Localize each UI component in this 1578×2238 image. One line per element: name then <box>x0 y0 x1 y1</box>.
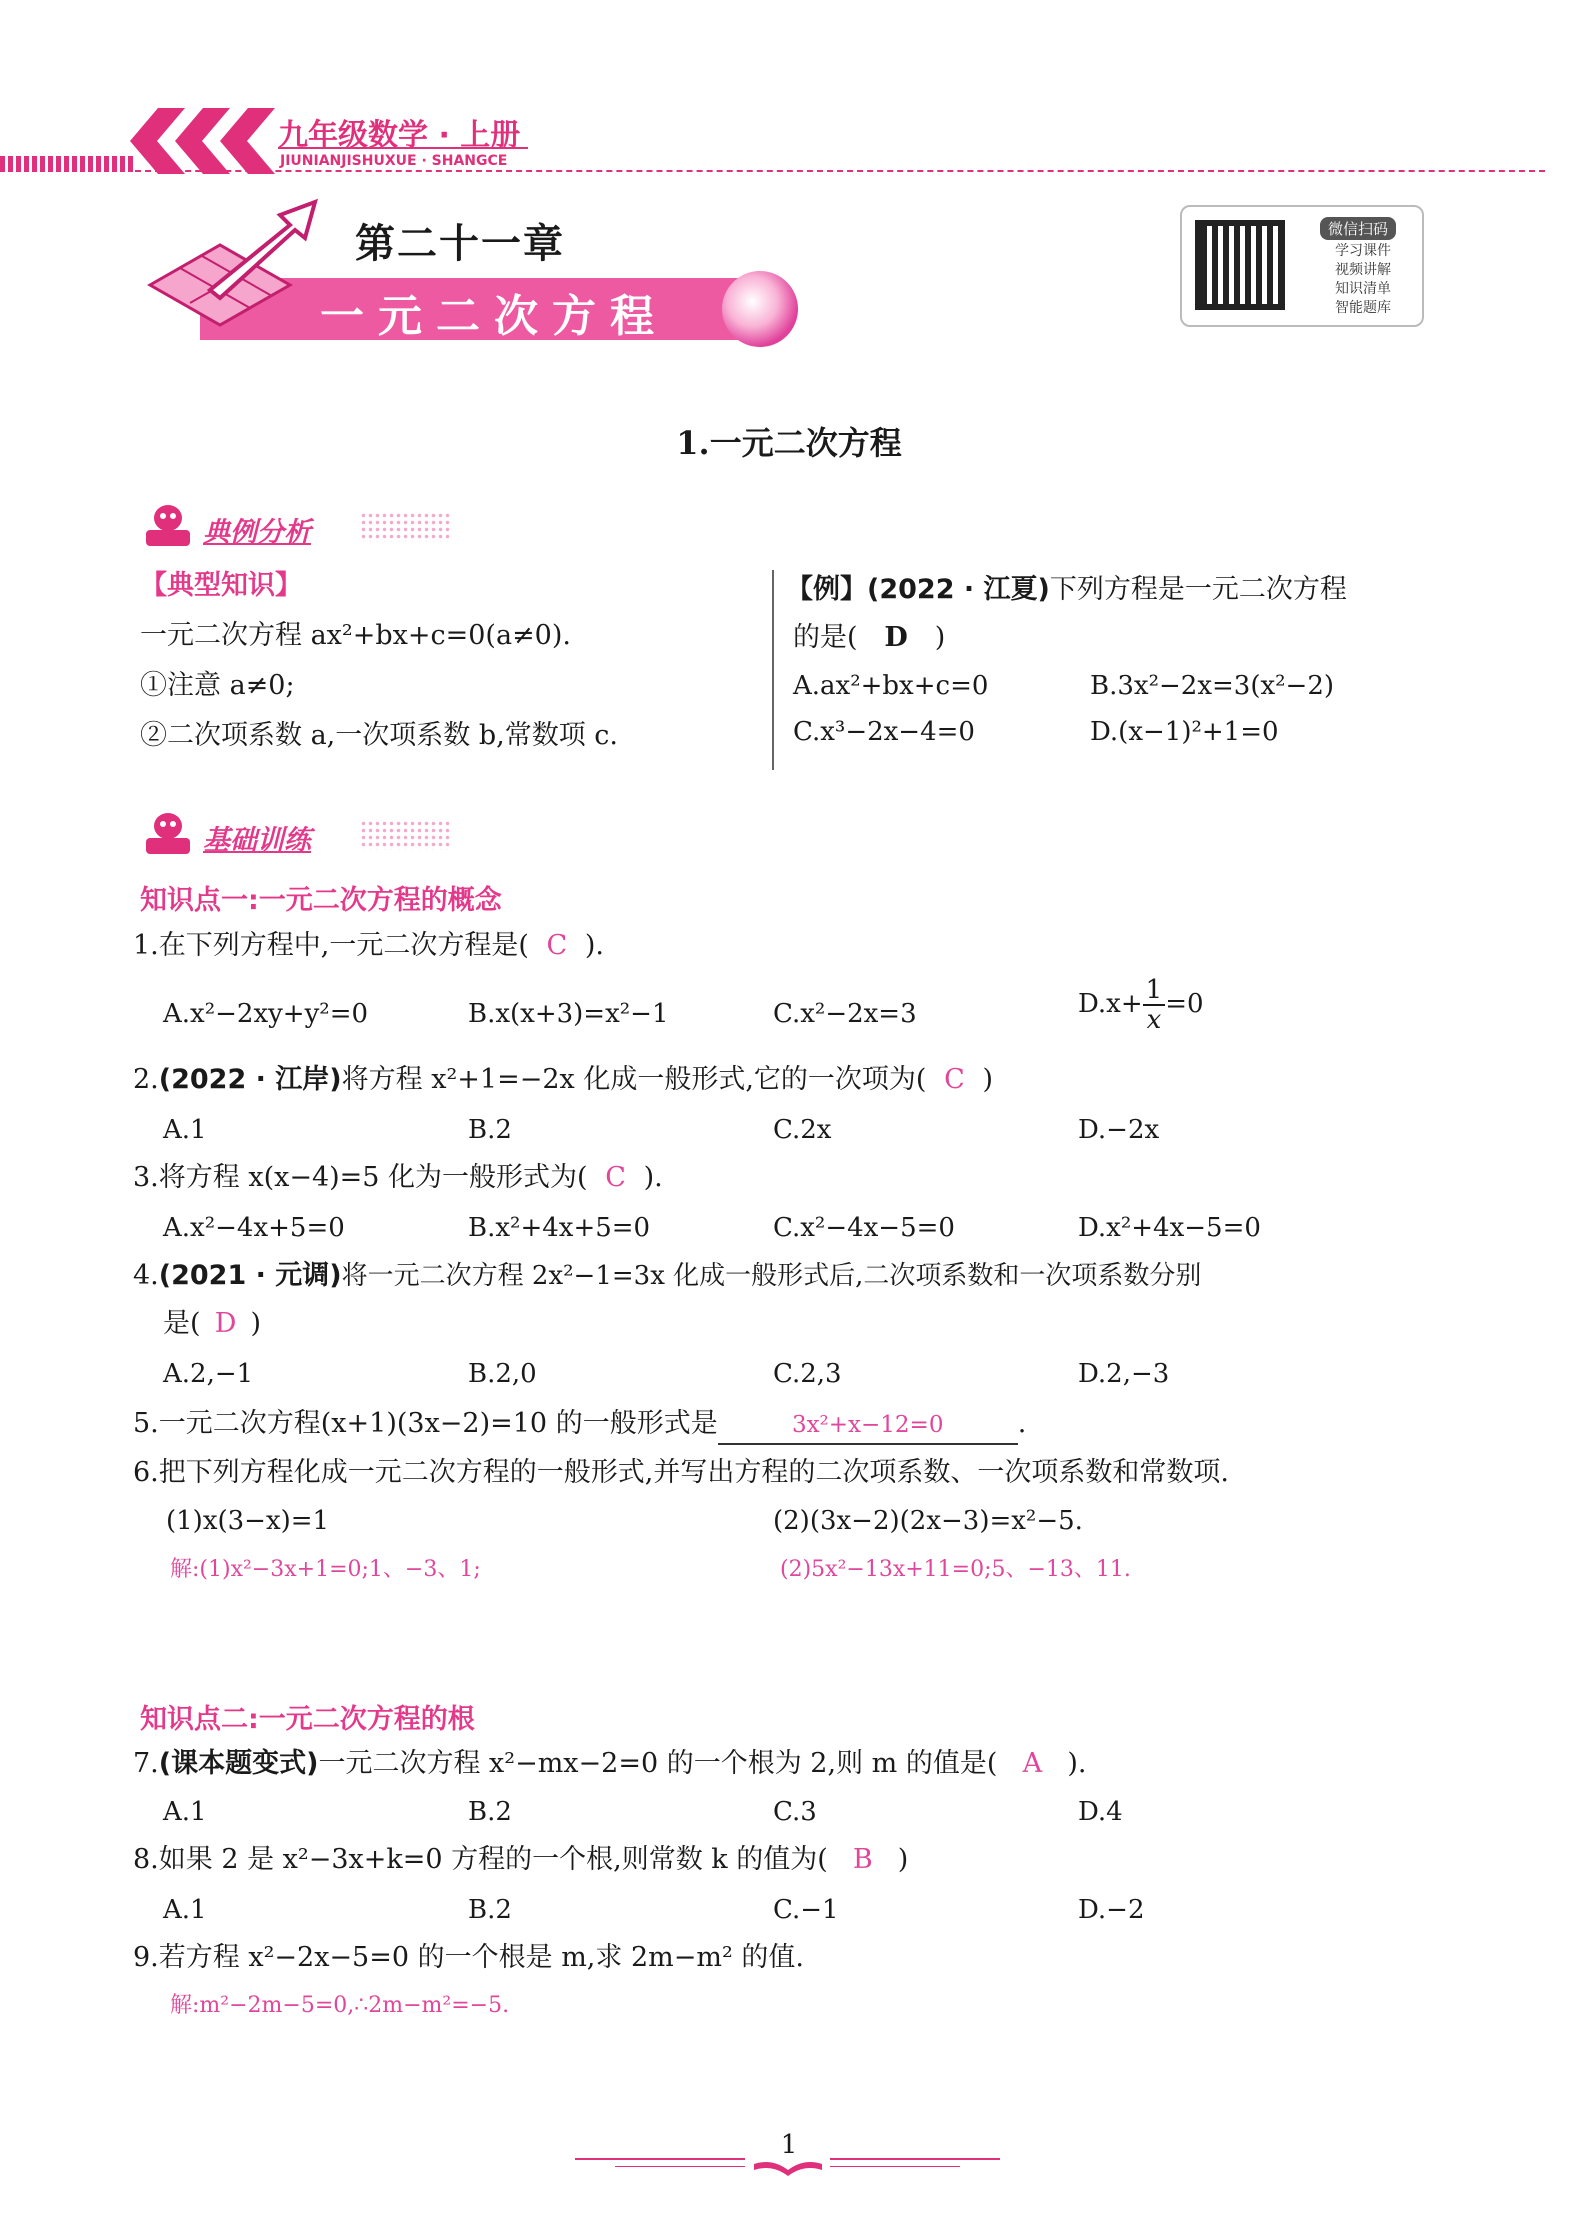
option-b: B.2 <box>468 1115 512 1145</box>
section-basic-training: 基础训练 <box>203 825 311 856</box>
question-8 <box>133 1842 908 1878</box>
question-stem-end: ) <box>897 1844 909 1875</box>
page-number: 1 <box>780 2130 798 2160</box>
question-stem-end: ). <box>643 1162 663 1193</box>
option-a: A.x²−2xy+y²=0 <box>163 999 369 1029</box>
option-b: B.2 <box>468 1797 512 1827</box>
option-a: A.1 <box>163 1895 207 1925</box>
answer: D <box>214 1308 237 1339</box>
example-stem-line2 <box>793 620 945 656</box>
solution-2: (2)5x²−13x+11=0;5、−13、11. <box>780 1557 1131 1582</box>
option-a: A.2,−1 <box>163 1359 254 1389</box>
question-stem-end: ) <box>982 1064 993 1095</box>
book-pinyin: JIUNIANJISHUXUE · SHANGCE <box>280 153 508 169</box>
option-c: C.3 <box>773 1797 817 1827</box>
question-source: (2022 · 江岸) <box>158 1064 342 1095</box>
solution: 解:m²−2m−5=0,∴2m−m²=−5. <box>170 1993 510 2018</box>
question-7 <box>133 1746 1087 1782</box>
solution-1: 解:(1)x²−3x+1=0;1、−3、1; <box>170 1557 481 1582</box>
qr-badge: 微信扫码 <box>1320 217 1396 240</box>
question-1 <box>133 928 604 964</box>
question-stem: 3.将方程 x(x−4)=5 化为一般形式为( <box>133 1162 588 1193</box>
fraction <box>1143 976 1166 1034</box>
chapter-title: 一元二次方程 <box>320 291 668 342</box>
question-stem: 是( <box>163 1308 201 1339</box>
chapter-label: 第二十一章 <box>355 221 565 267</box>
sub-question-1: (1)x(3−x)=1 <box>166 1506 330 1536</box>
example-stem-post: ) <box>934 622 946 653</box>
option-d-end: =0 <box>1165 989 1204 1019</box>
question-number: 7. <box>133 1748 159 1779</box>
knowledge-line: ②二次项系数 a,一次项系数 b,常数项 c. <box>140 720 618 751</box>
question-5 <box>133 1406 1026 1445</box>
fraction-denominator: x <box>1146 1005 1162 1035</box>
open-book-icon <box>752 2160 824 2178</box>
example-label: 【例】 <box>786 574 867 605</box>
question-stem: 一元二次方程 x²−mx−2=0 的一个根为 2,则 m 的值是( <box>318 1748 998 1779</box>
example-stem-pre: 的是( <box>793 622 858 653</box>
example-option-d: D.(x−1)²+1=0 <box>1090 717 1279 747</box>
question-number: 2. <box>133 1064 159 1095</box>
qr-item: 视频讲解 <box>1335 262 1391 278</box>
question-4-line2 <box>163 1306 261 1342</box>
mascot-icon <box>142 808 194 858</box>
question-4 <box>133 1258 1201 1294</box>
question-stem: 1.在下列方程中,一元二次方程是( <box>133 930 529 961</box>
knowledge-line: ①注意 a≠0; <box>140 670 295 701</box>
option-c: C.x²−4x−5=0 <box>773 1213 955 1243</box>
qr-item: 学习课件 <box>1335 243 1391 259</box>
question-6: 6.把下列方程化成一元二次方程的一般形式,并写出方程的二次项系数、一次项系数和常数项. <box>133 1457 1229 1488</box>
column-divider <box>772 570 774 770</box>
question-stem: 将一元二次方程 2x²−1=3x 化成一般形式后,二次项系数和一次项系数分别 <box>341 1261 1202 1291</box>
chevron-arrows-icon <box>130 108 280 174</box>
question-2 <box>133 1062 993 1098</box>
book-title: 九年级数学 · 上册 <box>278 118 521 153</box>
question-stem-end: ). <box>584 930 605 961</box>
question-stem-end: ). <box>1067 1748 1087 1779</box>
option-c: C.x²−2x=3 <box>773 999 917 1029</box>
option-b: B.x(x+3)=x²−1 <box>468 999 669 1029</box>
question-source: (2021 · 元调) <box>158 1260 342 1291</box>
option-d: D.4 <box>1078 1797 1123 1827</box>
option-d: D.x²+4x−5=0 <box>1078 1213 1261 1243</box>
question-stem: 将方程 x²+1=−2x 化成一般形式,它的一次项为( <box>341 1064 927 1095</box>
footer-line-left <box>615 2166 745 2167</box>
option-d: D.−2x <box>1078 1115 1160 1145</box>
option-d: D.2,−3 <box>1078 1359 1170 1389</box>
answer: C <box>944 1064 965 1095</box>
section-dots <box>360 512 450 542</box>
footer-line-right <box>830 2166 960 2167</box>
lesson-title: 1.一元二次方程 <box>676 424 902 462</box>
option-a: A.1 <box>163 1115 207 1145</box>
option-b: B.2,0 <box>468 1359 537 1389</box>
option-d-text: D.x+ <box>1078 989 1143 1019</box>
fraction-numerator: 1 <box>1143 976 1166 1006</box>
example-source: (2022 · 江夏) <box>867 574 1050 605</box>
qr-item: 智能题库 <box>1335 300 1391 316</box>
header-line <box>135 170 1545 172</box>
example-option-b: B.3x²−2x=3(x²−2) <box>1090 671 1335 701</box>
answer: C <box>605 1162 626 1193</box>
option-c: C.2x <box>773 1115 832 1145</box>
option-a: A.x²−4x+5=0 <box>163 1213 345 1243</box>
qr-item: 知识清单 <box>1335 281 1391 297</box>
answer: B <box>852 1844 873 1875</box>
knowledge-line: 一元二次方程 ax²+bx+c=0(a≠0). <box>140 620 571 651</box>
answer: A <box>1022 1748 1043 1779</box>
question-stem: 5.一元二次方程(x+1)(3x−2)=10 的一般形式是 <box>133 1408 718 1439</box>
example-stem <box>786 572 1347 608</box>
example-option-c: C.x³−2x−4=0 <box>793 717 975 747</box>
option-c: C.−1 <box>773 1895 839 1925</box>
option-c: C.2,3 <box>773 1359 842 1389</box>
question-3 <box>133 1160 663 1196</box>
knowledge-point-2: 知识点二:一元二次方程的根 <box>140 1704 475 1735</box>
qr-code <box>1195 220 1285 310</box>
question-9: 9.若方程 x²−2x−5=0 的一个根是 m,求 2m−m² 的值. <box>133 1942 804 1973</box>
header-stripe <box>0 156 135 172</box>
option-d <box>1078 976 1204 1034</box>
example-answer: D <box>884 622 908 653</box>
section-example-analysis: 典例分析 <box>203 517 311 548</box>
option-b: B.x²+4x+5=0 <box>468 1213 651 1243</box>
question-source: (课本题变式) <box>158 1748 319 1779</box>
option-b: B.2 <box>468 1895 512 1925</box>
answer-blank: 3x²+x−12=0 <box>718 1407 1018 1445</box>
section-dots <box>360 820 450 850</box>
book-title-underline <box>278 147 528 149</box>
question-number: 4. <box>133 1260 159 1291</box>
sub-question-2: (2)(3x−2)(2x−3)=x²−5. <box>773 1506 1083 1536</box>
answer: C <box>546 930 568 961</box>
example-option-a: A.ax²+bx+c=0 <box>793 671 989 701</box>
knowledge-label: 【典型知识】 <box>140 570 302 601</box>
mascot-icon <box>142 500 194 550</box>
question-stem-end: . <box>1017 1408 1027 1439</box>
question-stem: 8.如果 2 是 x²−3x+k=0 方程的一个根,则常数 k 的值为( <box>133 1844 828 1875</box>
question-stem-end: ) <box>250 1308 262 1339</box>
example-stem-text: 下列方程是一元二次方程 <box>1049 574 1347 605</box>
knowledge-point-1: 知识点一:一元二次方程的概念 <box>140 885 502 916</box>
option-d: D.−2 <box>1078 1895 1145 1925</box>
option-a: A.1 <box>163 1797 207 1827</box>
